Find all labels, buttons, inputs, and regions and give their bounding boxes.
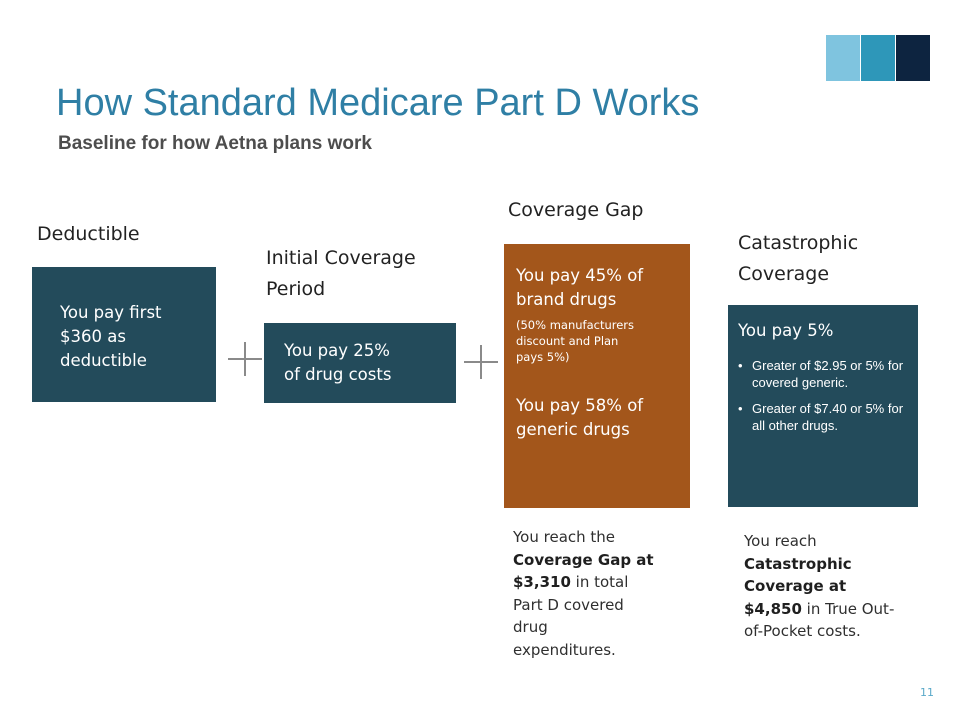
coverage-gap-heading: Coverage Gap (508, 199, 644, 221)
page-number: 11 (920, 686, 934, 699)
deductible-box (32, 267, 216, 402)
brand-drugs-text: You pay 45% of brand drugs (516, 266, 644, 309)
accent-square-light (826, 35, 860, 81)
catastrophic-bullets (738, 357, 910, 443)
bullet-other: • Greater of $7.40 or 5% for all other drugs. (738, 400, 910, 434)
slide-subtitle: Baseline for how Aetna plans work (58, 133, 372, 154)
coverage-gap-note: You reach the Coverage Gap at $3,310 in total Part D covered drug expenditures. (513, 528, 654, 659)
slide-title: How Standard Medicare Part D Works (56, 82, 700, 124)
accent-square-dark (896, 35, 930, 81)
catastrophic-box (728, 305, 918, 507)
brand-drugs-note: (50% manufacturers discount and Plan pays 5%) (516, 318, 635, 364)
generic-drugs-text: You pay 58% of generic drugs (516, 396, 644, 439)
catastrophic-note: You reach Catastrophic Coverage at $4,850 in True Out- of-Pocket costs. (744, 532, 895, 640)
deductible-heading: Deductible (37, 223, 140, 245)
plus-icon (228, 342, 262, 376)
plus-icon (464, 345, 498, 379)
initial-coverage-box (264, 323, 456, 403)
accent-square-mid (861, 35, 895, 81)
initial-coverage-heading: Initial Coverage Period (266, 247, 416, 300)
catastrophic-lead: You pay 5% (738, 321, 834, 340)
initial-coverage-text: You pay 25% of drug costs (284, 341, 392, 384)
catastrophic-heading: Catastrophic Coverage (738, 232, 859, 285)
bullet-generic: • Greater of $2.95 or 5% for covered generic. (738, 357, 910, 391)
coverage-gap-box (504, 244, 690, 508)
deductible-text: You pay first $360 as deductible (60, 303, 162, 370)
